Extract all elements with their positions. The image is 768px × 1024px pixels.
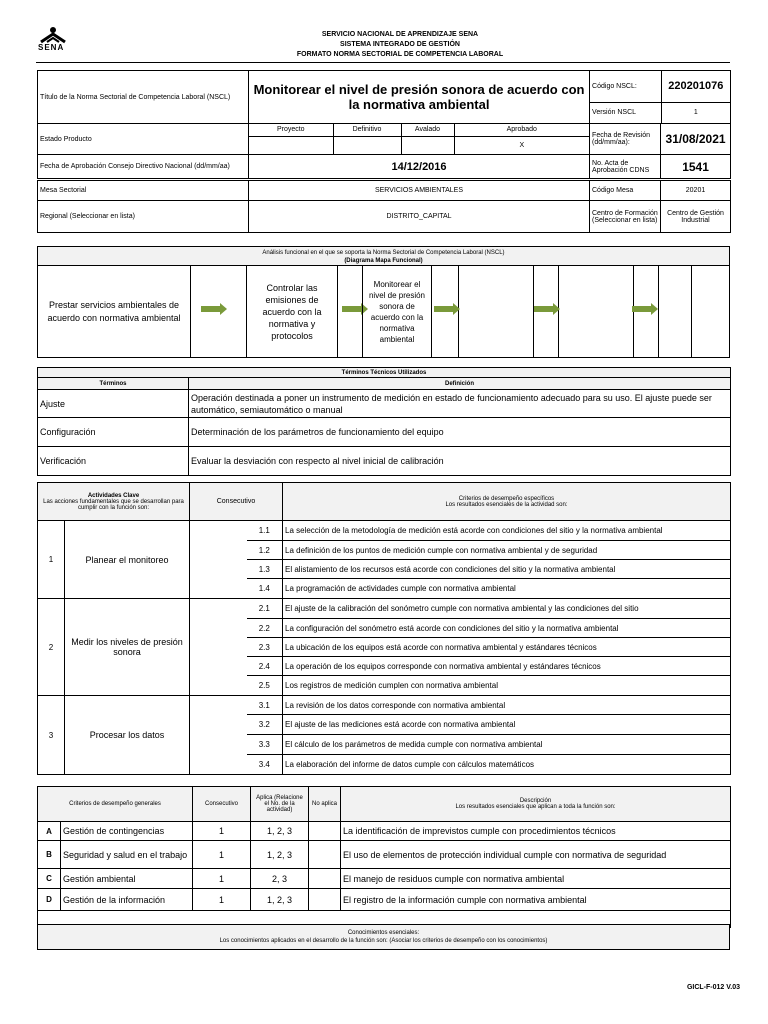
gen-cons: 1 <box>193 841 251 869</box>
map-box-3 <box>362 266 432 357</box>
gen-letter: D <box>38 889 61 911</box>
codigo-label: Código NSCL: <box>590 71 661 102</box>
act-cons: 3.2 <box>247 715 283 735</box>
terminos-title: Términos Técnicos Utilizados <box>38 368 731 378</box>
gen-no-aplica <box>309 869 341 889</box>
map-empty-3 <box>658 266 692 357</box>
act-cons: 1.1 <box>247 521 283 541</box>
act-cons: 2.5 <box>247 676 283 696</box>
term-ajuste: Ajuste <box>38 390 189 418</box>
codigo-mesa-label: Código Mesa <box>590 181 661 201</box>
info-table <box>37 70 731 179</box>
act-cons: 1.2 <box>247 541 283 560</box>
gen-aplica: 1, 2, 3 <box>251 822 309 841</box>
sena-logo <box>36 26 70 52</box>
act-criterio: El cálculo de los parámetros de medida cumple con normativa ambiental <box>283 735 731 755</box>
gen-aplica: 1, 2, 3 <box>251 841 309 869</box>
act-col3-b: Los resultados esenciales de la actividad son: <box>445 501 568 508</box>
map-box-2 <box>246 266 338 357</box>
act-num-1: 1 <box>38 521 65 599</box>
mesa-table <box>37 180 731 233</box>
functional-map <box>37 266 730 358</box>
fecha-apr-value: 14/12/2016 <box>249 155 590 179</box>
estado-avalado: Avalado <box>401 124 454 136</box>
map-arrow-5 <box>632 306 652 312</box>
gen-letter: B <box>38 841 61 869</box>
sena-logo-text: SENA <box>38 43 65 52</box>
map-empty-1 <box>458 266 534 357</box>
gen-desc: El uso de elementos de protección individual cumple con normativa de seguridad <box>341 841 731 869</box>
mark-definitivo <box>333 136 401 154</box>
term-configuracion: Configuración <box>38 418 189 447</box>
col-terminos: Términos <box>38 378 189 390</box>
act-cons: 3.4 <box>247 755 283 775</box>
map-arrow-3 <box>434 306 454 312</box>
gen-cons: 1 <box>193 889 251 911</box>
gen-col5-a: Descripción <box>519 798 552 804</box>
version-value: 1 <box>693 109 698 117</box>
estado-aprobado: Aprobado <box>454 124 589 136</box>
act-col3-a: Criterios de desempeño específicos <box>458 495 555 502</box>
act-criterio: La definición de los puntos de medición cumple con normativa ambiental y de seguridad <box>283 541 731 560</box>
act-cons: 1.3 <box>247 560 283 579</box>
header-rule <box>36 62 730 63</box>
gen-letter: A <box>38 822 61 841</box>
map-empty-2 <box>558 266 634 357</box>
gen-col3: Aplica (Relacione el No. de la actividad) <box>251 787 309 822</box>
act-name-1: Planear el monitoreo <box>65 521 190 599</box>
centro-value: Centro de Gestión Industrial <box>661 201 731 233</box>
acta-label: No. Acta de Aprobación CDNS <box>590 155 661 179</box>
funcional-header <box>37 246 730 266</box>
act-cons: 1.4 <box>247 579 283 599</box>
col-definicion: Definición <box>189 378 731 390</box>
act-cons: 2.1 <box>247 599 283 619</box>
terminos-table <box>37 367 731 476</box>
act-cons: 2.4 <box>247 657 283 676</box>
gen-no-aplica <box>309 822 341 841</box>
map-box-3-text: Monitorear el nivel de presión sonora de acuerdo con la normativa ambiental <box>368 279 426 344</box>
act-cons: 3.1 <box>247 696 283 715</box>
gen-name: Seguridad y salud en el trabajo <box>61 841 193 869</box>
fecha-rev-label: Fecha de Revisión (dd/mm/aa): <box>590 124 661 155</box>
gen-aplica: 1, 2, 3 <box>251 889 309 911</box>
mark-proyecto <box>249 136 333 154</box>
funcional-title1: Análisis funcional en el que se soporta la Norma Sectorial de Competencia Laboral (NSCL) <box>262 250 505 256</box>
conocimientos-box <box>37 924 730 950</box>
act-name-2: Medir los niveles de presión sonora <box>65 599 190 696</box>
act-num-3: 3 <box>38 696 65 775</box>
mark-aprobado: X <box>519 141 525 149</box>
gen-no-aplica <box>309 889 341 911</box>
act-criterio: La ubicación de los equipos está acorde con normativa ambiental y estándares técnicos <box>283 638 731 657</box>
gen-cons: 1 <box>193 869 251 889</box>
gen-col5 <box>341 787 731 822</box>
act-criterio: El ajuste de la calibración del sonómetro cumple con normativa ambiental y las condiciones del sitio <box>283 599 731 619</box>
mesa-value: SERVICIOS AMBIENTALES <box>249 181 590 201</box>
gen-name: Gestión de la información <box>61 889 193 911</box>
act-name-3: Procesar los datos <box>65 696 190 775</box>
fecha-rev-value: 31/08/2021 <box>661 124 731 155</box>
version-label: Versión NSCL <box>590 102 661 123</box>
gen-col5-b: Los resultados esenciales que aplican a toda la función son: <box>455 804 616 810</box>
estado-definitivo: Definitivo <box>333 124 401 136</box>
act-criterio: La revisión de los datos corresponde con normativa ambiental <box>283 696 731 715</box>
header-line3: FORMATO NORMA SECTORIAL DE COMPETENCIA LABORAL <box>296 51 504 58</box>
def-configuracion: Determinación de los parámetros de funcionamiento del equipo <box>189 418 731 447</box>
act-criterio: La operación de los equipos corresponde con normativa ambiental y estándares técnicos <box>283 657 731 676</box>
act-criterio: La programación de actividades cumple con normativa ambiental <box>283 579 731 599</box>
funcional-title2: (Diagrama Mapa Funcional) <box>344 258 423 264</box>
fecha-apr-label: Fecha de Aprobación Consejo Directivo Nacional (dd/mm/aa) <box>38 155 249 179</box>
regional-label: Regional (Seleccionar en lista) <box>38 201 249 233</box>
gen-aplica: 2, 3 <box>251 869 309 889</box>
act-criterio: La selección de la metodología de medición está acorde con condiciones del sitio y la normativa ambiental <box>283 521 731 541</box>
map-arrow-1 <box>201 306 221 312</box>
estado-label: Estado Producto <box>38 124 249 155</box>
header-line2: SISTEMA INTEGRADO DE GESTIÓN <box>340 41 460 48</box>
act-col1-a: Actividades Clave <box>87 492 140 499</box>
actividades-table <box>37 482 731 775</box>
titulo-label: Título de la Norma Sectorial de Competencia Laboral (NSCL) <box>38 71 249 124</box>
regional-value: DISTRITO_CAPITAL <box>249 201 590 233</box>
generales-table <box>37 786 731 928</box>
map-box-2-text: Controlar las emisiones de acuerdo con la normativa y protocolos <box>262 282 322 341</box>
act-criterio: Los registros de medición cumplen con normativa ambiental <box>283 676 731 696</box>
gen-no-aplica <box>309 841 341 869</box>
gen-desc: El registro de la información cumple con normativa ambiental <box>341 889 731 911</box>
gen-letter: C <box>38 869 61 889</box>
codigo-mesa-value: 20201 <box>661 181 731 201</box>
gen-desc: La identificación de imprevistos cumple con procedimientos técnicos <box>341 822 731 841</box>
conocimientos-line1: Conocimientos esenciales: <box>347 930 420 936</box>
act-col2: Consecutivo <box>190 483 283 521</box>
act-cons: 2.2 <box>247 619 283 638</box>
gen-cons: 1 <box>193 822 251 841</box>
map-arrow-4 <box>534 306 554 312</box>
centro-label: Centro de Formación (Seleccionar en lista) <box>590 201 661 233</box>
estado-proyecto: Proyecto <box>249 124 333 136</box>
gen-name: Gestión ambiental <box>61 869 193 889</box>
act-criterio: La configuración del sonómetro está acorde con condiciones del sitio y la normativa ambiental <box>283 619 731 638</box>
act-col1 <box>38 483 190 521</box>
act-cons: 2.3 <box>247 638 283 657</box>
footer-code: GICL-F-012 V.03 <box>686 984 740 991</box>
gen-col2: Consecutivo <box>193 787 251 822</box>
header-title <box>200 30 600 60</box>
norma-title: Monitorear el nivel de presión sonora de acuerdo con la normativa ambiental <box>249 71 590 124</box>
act-cons: 3.3 <box>247 735 283 755</box>
act-criterio: El alistamiento de los recursos está acorde con condiciones del sitio y la normativa ambiental <box>283 560 731 579</box>
def-ajuste: Operación destinada a poner un instrumento de medición en estado de funcionamiento adecuado para su uso. El ajuste puede ser automático, semiautomático o manual <box>189 390 731 418</box>
act-criterio: La elaboración del informe de datos cumple con cálculos matemáticos <box>283 755 731 775</box>
map-box-1 <box>38 266 191 357</box>
mark-avalado <box>401 136 454 154</box>
act-criterio: El ajuste de las mediciones está acorde con normativa ambiental <box>283 715 731 735</box>
gen-col1: Criterios de desempeño generales <box>38 787 193 822</box>
mesa-label: Mesa Sectorial <box>38 181 249 201</box>
map-box-1-text: Prestar servicios ambientales de acuerdo con normativa ambiental <box>47 299 181 323</box>
act-col3 <box>283 483 731 521</box>
term-verificacion: Verificación <box>38 447 189 476</box>
codigo-value: 220201076 <box>661 71 730 102</box>
gen-name: Gestión de contingencias <box>61 822 193 841</box>
map-arrow-2 <box>342 306 362 312</box>
acta-value: 1541 <box>661 155 731 179</box>
def-verificacion: Evaluar la desviación con respecto al nivel inicial de calibración <box>189 447 731 476</box>
header-line1: SERVICIO NACIONAL DE APRENDIZAJE SENA <box>321 31 479 38</box>
conocimientos-line2: Los conocimientos aplicados en el desarrollo de la función son: (Asociar los criterios de desempeño con los conocimientos) <box>219 938 548 944</box>
gen-desc: El manejo de residuos cumple con normativa ambiental <box>341 869 731 889</box>
act-col1-b: Las acciones fundamentales que se desarrollan para cumplir con la función son: <box>43 498 184 511</box>
gen-col4: No aplica <box>309 787 341 822</box>
act-num-2: 2 <box>38 599 65 696</box>
